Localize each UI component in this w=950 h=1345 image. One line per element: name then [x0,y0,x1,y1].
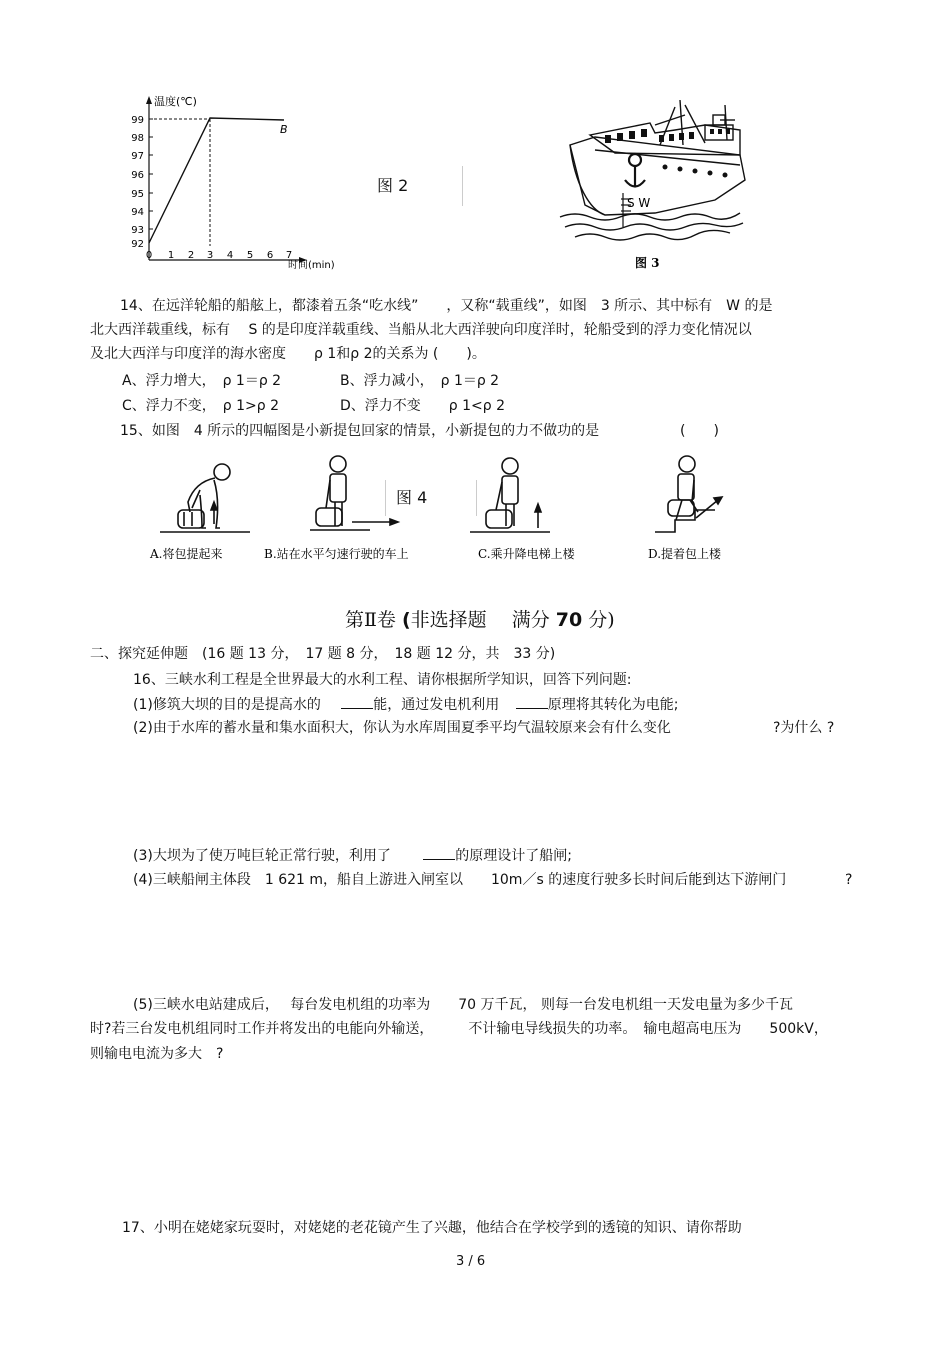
x-tick: 6 [266,250,274,261]
q16-part-4-end: ? [845,872,853,888]
q14-option-d: D、浮力不变 ρ 1<ρ 2 [340,398,505,414]
q16-part-4: (4)三峡船闸主体段 1 621 m，船自上游进入闸室以 10m／s 的速度行驶多长时间后能到达下游闸门 [133,872,787,888]
q16-p1-text-c: 原理将其转化为电能; [547,697,679,713]
q17-line-1: 17、小明在姥姥家玩耍时，对姥姥的老花镜产生了兴趣，他结合在学校学到的透镜的知识、请你帮助 [122,1220,742,1236]
q15-paren: ( ) [680,423,719,439]
x-tick: 7 [285,250,293,261]
x-axis-label: 时间(min) [288,260,335,270]
q16-blank-2[interactable] [516,694,548,709]
x-tick: 4 [226,250,234,261]
q16-blank-1[interactable] [341,694,373,709]
section-title-score: 70 [555,609,583,631]
y-axis-label: 温度(℃) [154,95,197,108]
figure-2-text: 图 2 [377,176,409,195]
q16-part-2-end: ?为什么 ? [773,720,835,736]
ship-illustration [555,95,750,275]
load-line-marks: S W [627,196,651,210]
fig4-caption-d: D.提着包上楼 [648,547,722,561]
section-title-mid: 非选择题 满分 [410,609,556,631]
figure-2-label [365,166,463,206]
section-title-paren: ( [401,609,411,631]
q16-p1-text-a: (1)修筑大坝的目的是提高水的 [133,697,321,713]
scene-a [160,464,250,532]
q14-option-b: B、浮力减小， ρ 1＝ρ 2 [340,373,500,389]
x-tick: 0 [145,250,153,261]
q16-part-5-line-3: 则输电电流为多大 ? [90,1046,224,1062]
q16-intro: 16、三峡水利工程是全世界最大的水利工程、请你根据所学知识，回答下列问题: [133,672,632,688]
y-tick: 93 [131,225,144,236]
q16-p1-text-b: 能，通过发电机利用 [373,697,500,713]
q14-line-3: 及北大西洋与印度洋的海水密度 ρ 1和ρ 2的关系为 ( )。 [90,346,486,362]
figure-3-label: 图 3 [635,256,660,270]
x-tick: 2 [187,250,195,261]
q14-line-1: 14、在远洋轮船的船舷上，都漆着五条“吃水线” ，又称“载重线”，如图 3 所示、其中标有 W 的是 [120,298,773,314]
y-tick: 95 [131,189,144,200]
y-tick: 99 [131,115,144,126]
y-tick: 96 [131,170,144,181]
anchor-icon [625,154,645,187]
q16-part-5-line-2: 时?若三台发电机组同时工作并将发出的电能向外输送， 不计输电导线损失的功率。 输电超高电压为 500kV， [90,1021,828,1037]
figure-4-label [385,480,477,516]
q16-blank-3[interactable] [423,845,455,860]
fig4-caption-a: A.将包提起来 [150,547,223,561]
q14-option-c: C、浮力不变， ρ 1>ρ 2 [122,398,279,414]
y-axis-arrow [146,96,152,104]
temperature-curve [149,118,284,243]
temperature-time-graph [128,90,358,270]
section-2-title [345,605,615,632]
x-tick: 5 [246,250,254,261]
scene-c [470,458,550,532]
q16-p3-text-b: 的原理设计了船闸; [455,848,573,864]
y-tick-labels [131,115,144,250]
x-tick: 1 [167,250,175,261]
part-2-heading: 二、探究延伸题 (16 题 13 分， 17 题 8 分， 18 题 12 分，共 33 分) [90,646,556,662]
y-tick: 98 [131,133,144,144]
q16-part-1 [133,694,678,715]
page-number: 3 / 6 [456,1254,486,1269]
q15-line-1: 15、如图 4 所示的四幅图是小新提包回家的情景，小新提包的力不做功的是 [120,423,600,439]
q16-part-2: (2)由于水库的蓄水量和集水面积大，你认为水库周围夏季平均气温较原来会有什么变化 [133,720,671,736]
fig4-caption-c: C.乘升降电梯上楼 [478,547,575,561]
x-tick: 3 [206,250,214,261]
q16-p3-text-a: (3)大坝为了使万吨巨轮正常行驶，利用了 [133,848,391,864]
y-tick: 97 [131,151,144,162]
q16-part-3 [133,845,572,866]
point-label-b: B [280,123,288,136]
y-tick: 94 [131,207,144,218]
q16-part-5-line-1: (5)三峡水电站建成后， 每台发电机组的功率为 70 万千瓦， 则每一台发电机组一天发电量为多少千瓦 [133,997,793,1013]
y-tick: 92 [131,239,144,250]
figure-4-text: 图 4 [396,488,428,507]
section-title-pre: 第Ⅱ卷 [345,609,402,631]
section-title-end: 分) [582,609,615,631]
q14-line-2: 北大西洋载重线，标有 S 的是印度洋载重线、当船从北大西洋驶向印度洋时，轮船受到的浮力变化情况以 [90,322,752,338]
q14-option-a: A、浮力增大， ρ 1＝ρ 2 [122,373,282,389]
x-tick-labels [146,250,292,261]
scene-d [655,456,722,532]
fig4-caption-b: B.站在水平匀速行驶的车上 [264,547,409,561]
